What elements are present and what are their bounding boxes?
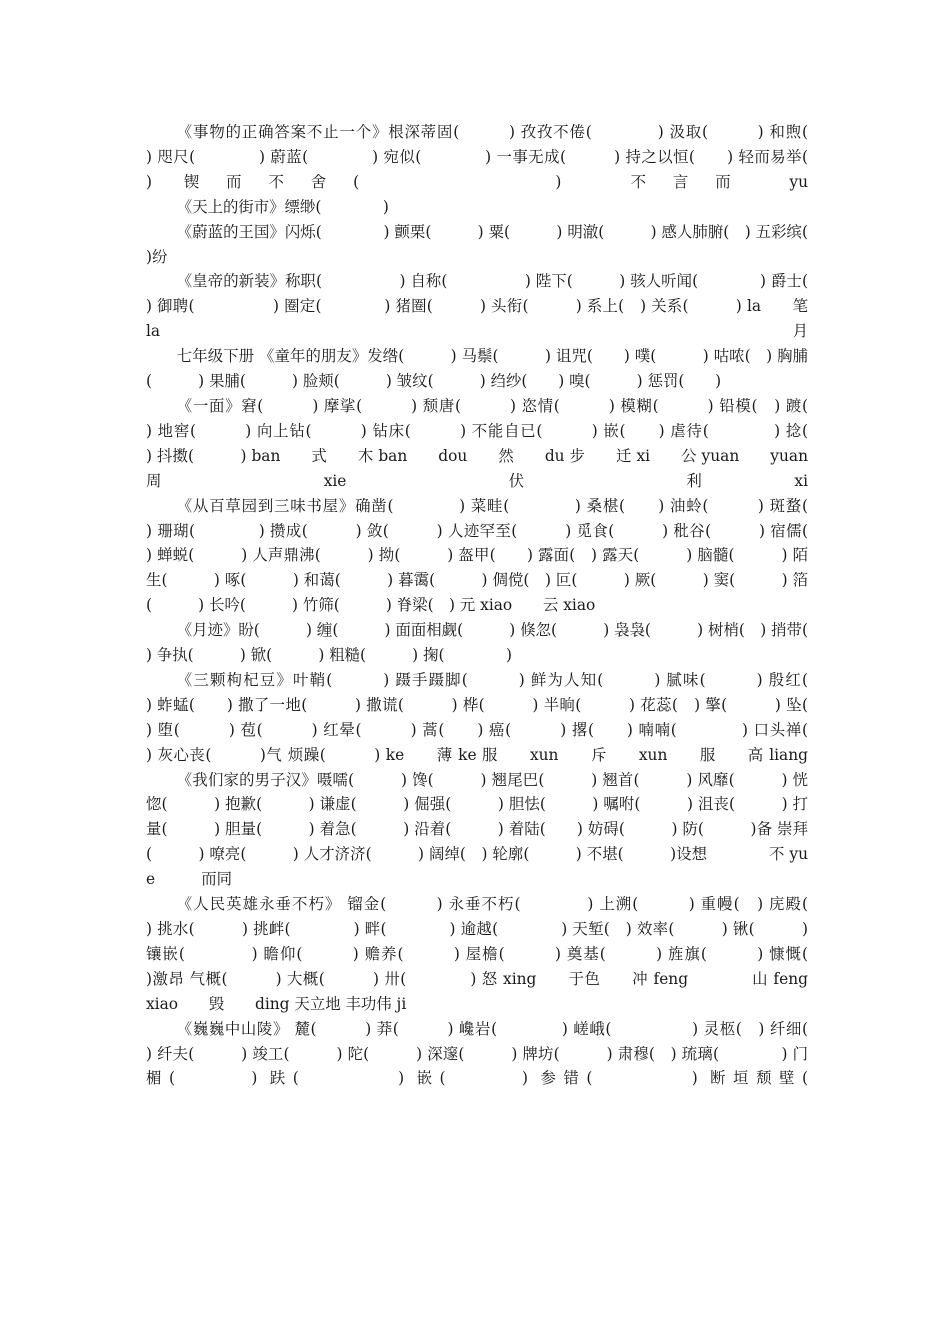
vocab-paragraph: 《蔚蓝的王国》闪烁( ) 颤栗( ) 粟( ) 明澈( ) 感人肺腑( ) 五彩缤( )纷: [146, 222, 870, 266]
vocab-paragraph: 《皇帝的新装》称职( ) 自称( ) 陛下( ) 骇人听闻( ) 爵士( ) 御聘( ) 圈定( ) 猪圈( ) 头衔( ) 系上( ) 关系( ) la 笔 la 月: [146, 272, 855, 341]
vocab-paragraph: 《巍巍中山陵》 麓( ) 莽( ) 巉岩( ) 嵯峨( ) 灵柩( ) 纤细( ) 纤夫( ) 竣工( ) 陀( ) 深邃( ) 牌坊( ) 肃穆( ) 琉璃( ) 门楣( ) 趺( ) 嵌( ) 参错( ) 断垣颓壁(: [146, 1019, 855, 1088]
vocab-paragraph: 《月迹》盼( ) 缠( ) 面面相觑( ) 倏忽( ) 袅袅( ) 树梢( ) 捎带( ) 争执( ) 锨( ) 粗糙( ) 掬( ): [146, 621, 855, 665]
vocab-paragraph: 《人民英雄永垂不朽》 镏金( ) 永垂不朽( ) 上溯( ) 重幔( ) 庑殿( ) 挑水( ) 挑衅( ) 畔( ) 逾越( ) 天堑( ) 效率( ) 锹( ) 镶嵌( ) 瞻仰( ) 赡养( ) 屋檐( ) 奠基( ) 旌旗( ) 慷慨( )激昂 气概( ) 大概( ) 卅( ) 怒 xing 于色 冲 feng 山 feng xiao 毁 ding 天立地 丰功伟 ji: [146, 895, 885, 1013]
vocab-paragraph: 《三颗枸杞豆》叶鞘( ) 蹑手蹑脚( ) 鲜为人知( ) 腻味( ) 殷红( ) 蚱蜢( ) 撒了一地( ) 撒谎( ) 桦( ) 半晌( ) 花蕊( ) 擎( ) 坠( ) 堕( ) 苞( ) 红晕( ) 蒿( ) 癌( ) 撂( ) 喃喃( ) 口头禅( ) 灰心丧( )气 烦躁( ) ke 薄 ke 服 xun 斥 xun 服 高 liang: [146, 670, 870, 764]
vocab-paragraph: 《天上的街市》缥缈( ): [176, 197, 389, 216]
vocab-paragraph: 《事物的正确答案不止一个》根深蒂固( ) 孜孜不倦( ) 汲取( ) 和煦( ) 咫尺( ) 蔚蓝( ) 宛似( ) 一事无成( ) 持之以恒( ) 轻而易举( ) 锲而不舍( ) 不言而 yu: [146, 123, 870, 191]
vocab-paragraph: 《我们家的男子汉》嗫嚅( ) 馋( ) 翘尾巴( ) 翘首( ) 风靡( ) 恍惚( ) 抱歉( ) 谦虚( ) 倔强( ) 胆怯( ) 嘱咐( ) 沮丧( ) 打量( ) 胆量( ) 着急( ) 沿着( ) 着陆( ) 妨碍( ) 防( )备 崇拜( ) 嘹亮( ) 人才济济( ) 阔绰( ) 轮廓( ) 不堪( )设想 不 yue 而同: [146, 770, 808, 889]
document-body: [146, 120, 885, 1091]
vocab-paragraph: 《从百草园到三味书屋》确凿( ) 菜畦( ) 桑椹( ) 油蛉( ) 斑蝥( ) 珊瑚( ) 攒成( ) 敛( ) 人迹罕至( ) 觅食( ) 秕谷( ) 宿儒( ) 蝉蜕( ) 人声鼎沸( ) 拗( ) 盔甲( ) 露面( ) 露天( ) 脑髓( ) 陌生( ) 啄( ) 和蔼( ) 暮霭( ) 倜傥( ) 叵( ) 厥( ) 窦( ) 箔( ) 长吟( ) 竹筛( ) 脊梁( ) 元 xiao 云 xiao: [146, 496, 855, 615]
vocab-paragraph: 七年级下册 《童年的朋友》发绺( ) 马鬃( ) 诅咒( ) 噗( ) 咕哝( ) 胸脯( ) 果脯( ) 脸颊( ) 皱纹( ) 绉纱( ) 嗅( ) 惩罚( ): [146, 347, 808, 391]
vocab-paragraph: 《一面》窘( ) 摩挲( ) 颓唐( ) 恣情( ) 模糊( ) 铅模( ) 踱( ) 地窖( ) 向上钻( ) 钻床( ) 不能自已( ) 嵌( ) 虐待( ) 捻( ) 抖擞( ) ban 式 木 ban dou 然 du 步 迁 xi 公 yuan yuan 周 xie 伏 利 xi: [146, 396, 855, 490]
